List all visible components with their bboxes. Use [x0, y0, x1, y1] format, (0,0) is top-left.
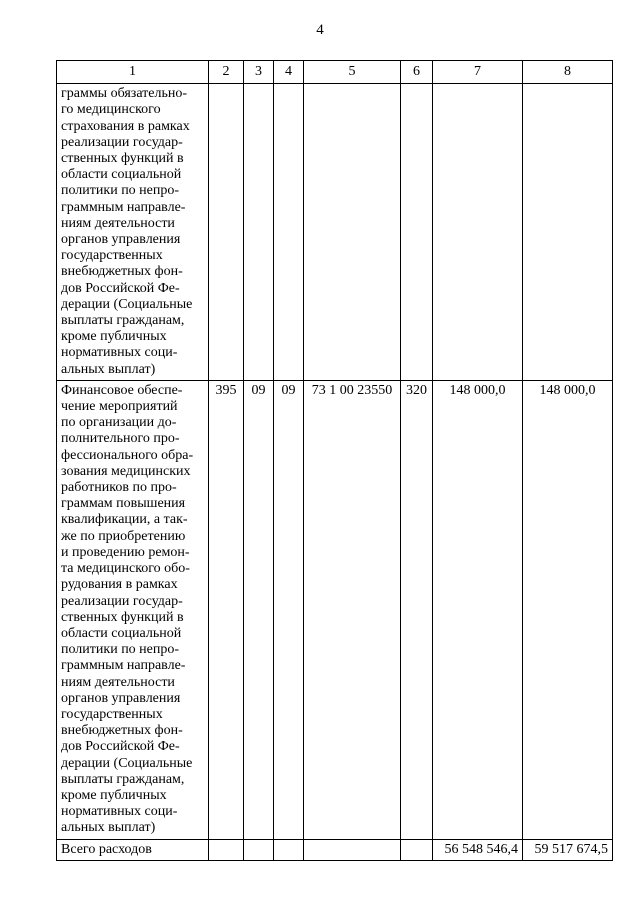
col-header-2: 2: [209, 61, 244, 84]
cell-subsection: [274, 84, 304, 381]
col-header-6: 6: [401, 61, 433, 84]
total-row: [57, 839, 613, 860]
cell-expense-type: 320: [401, 380, 433, 839]
total-amount-year-1: 56 548 546,4: [433, 839, 523, 860]
row-description: граммы обязательно- го медицинского страхования в рамках реализации государ- ственных функций в области социальной политики по непро- граммным направле- ниям деятельности органов управления государственных внебюджетных фон- дов Российской Фе- дерации (Социальные выплаты гражданам, кроме публичных нормативных соци- альных выплат): [57, 84, 209, 381]
empty-cell: [401, 839, 433, 860]
cell-amount-year-2: 148 000,0: [523, 380, 613, 839]
cell-target-article: [304, 84, 401, 381]
table-row: [57, 84, 613, 381]
empty-cell: [244, 839, 274, 860]
col-header-1: 1: [57, 61, 209, 84]
col-header-4: 4: [274, 61, 304, 84]
col-header-7: 7: [433, 61, 523, 84]
cell-section: 09: [244, 380, 274, 839]
cell-expense-type: [401, 84, 433, 381]
table-row: [57, 380, 613, 839]
empty-cell: [209, 839, 244, 860]
empty-cell: [304, 839, 401, 860]
col-header-8: 8: [523, 61, 613, 84]
cell-amount-year-1: [433, 84, 523, 381]
empty-cell: [274, 839, 304, 860]
page-number: 4: [316, 22, 324, 38]
cell-section: [244, 84, 274, 381]
col-header-5: 5: [304, 61, 401, 84]
cell-admin-code: [209, 84, 244, 381]
total-amount-year-2: 59 517 674,5: [523, 839, 613, 860]
total-label: Всего расходов: [57, 839, 209, 860]
cell-admin-code: 395: [209, 380, 244, 839]
cell-amount-year-1: 148 000,0: [433, 380, 523, 839]
header-row: [57, 61, 613, 84]
row-description: Финансовое обеспе- чение мероприятий по организации до- полнительного про- фессионального обра- зования медицинских работников по про- граммам повышения квалификации, а так- же по приобретению и проведению ремон- та медицинского обо- рудования в рамках реализации государ- ственных функций в области социальной политики по непро- граммным направле- ниям деятельности органов управления государственных внебюджетных фон- дов Российской Фе- дерации (Социальные выплаты гражданам, кроме публичных нормативных соци- альных выплат): [57, 380, 209, 839]
cell-amount-year-2: [523, 84, 613, 381]
col-header-3: 3: [244, 61, 274, 84]
cell-target-article: 73 1 00 23550: [304, 380, 401, 839]
cell-subsection: 09: [274, 380, 304, 839]
expenditure-table: [56, 60, 613, 861]
